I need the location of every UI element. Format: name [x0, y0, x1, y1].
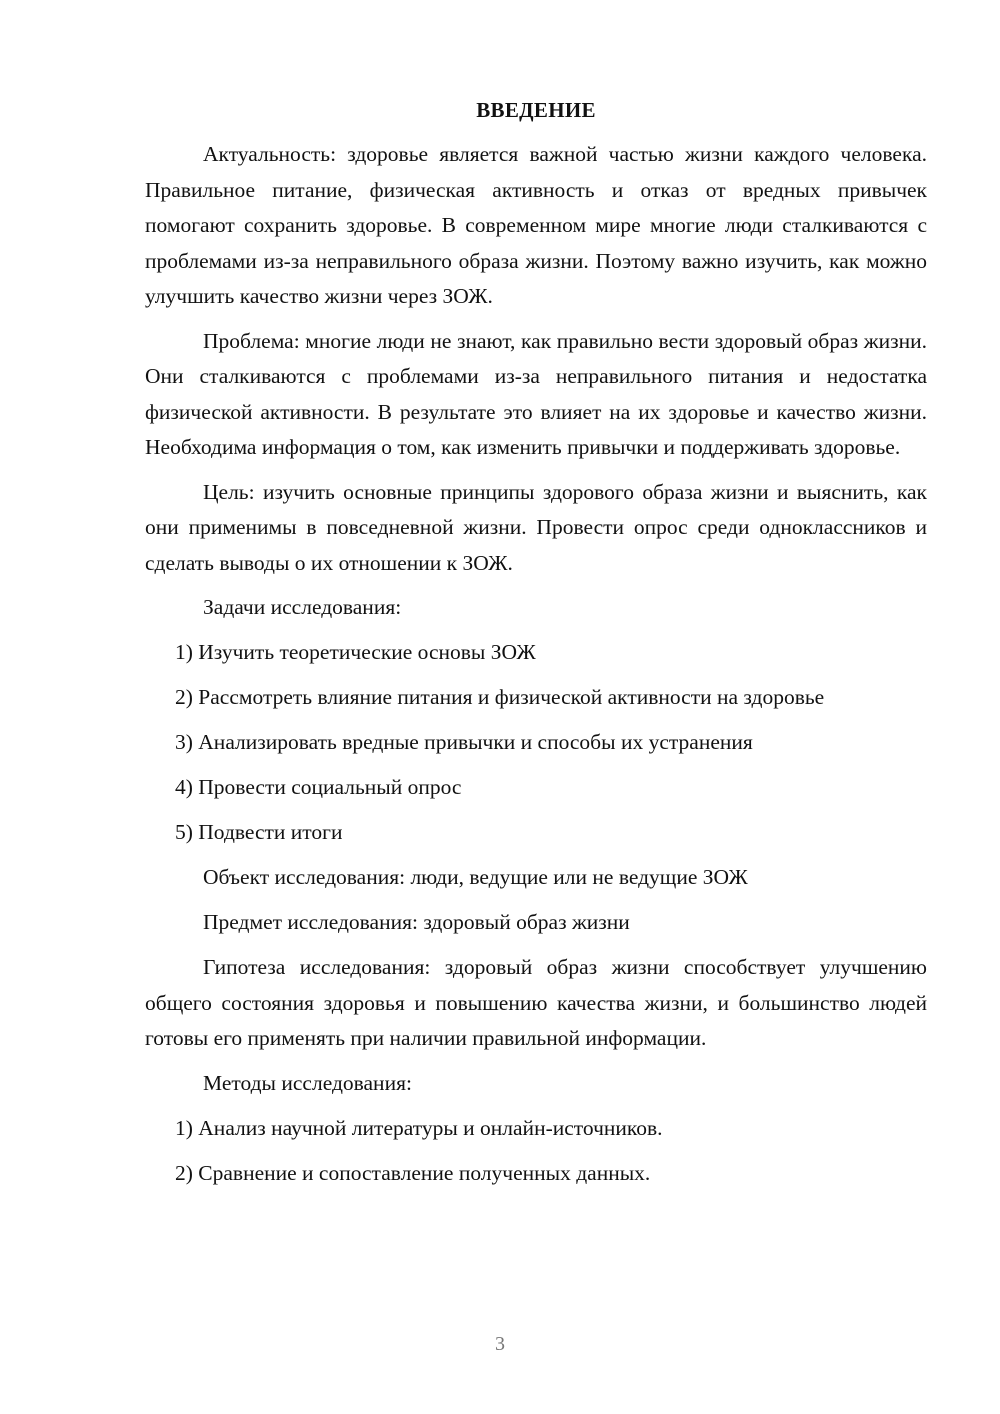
section-title: ВВЕДЕНИЕ	[476, 98, 596, 122]
problem-paragraph: Проблема: многие люди не знают, как правильно вести здоровый образ жизни. Они сталкиваются с проблемами из-за неправильного питания и недостатка физической активности. В результате это влияет на их здоровье и качество жизни. Необходима информация о том, как изменить привычки и поддерживать здоровье.	[145, 328, 927, 459]
task-item: 2) Рассмотреть влияние питания и физической активности на здоровье	[175, 685, 825, 709]
hypothesis-paragraph: Гипотеза исследования: здоровый образ жизни способствует улучшению общего состояния здоровья и повышению качества жизни, и большинство людей готовы его применять при наличии правильной информации.	[145, 955, 927, 1050]
task-item: 5) Подвести итоги	[175, 820, 343, 844]
methods-heading: Методы исследования:	[203, 1070, 412, 1095]
tasks-heading: Задачи исследования:	[203, 595, 402, 619]
method-item: 2) Сравнение и сопоставление полученных данных.	[175, 1160, 651, 1185]
relevance-paragraph: Актуальность: здоровье является важной частью жизни каждого человека. Правильное питание, физическая активность и отказ от вредных привычек помогают сохранить здоровье. В современном мире многие люди сталкиваются с проблемами из-за неправильного образа жизни. Поэтому важно изучить, как можно улучшить качество жизни через ЗОЖ.	[145, 142, 927, 308]
method-item: 1) Анализ научной литературы и онлайн-источников.	[175, 1115, 663, 1140]
document-page	[145, 95, 927, 1201]
research-object: Объект исследования: люди, ведущие или не ведущие ЗОЖ	[203, 865, 748, 889]
task-item: 4) Провести социальный опрос	[175, 775, 462, 799]
task-item: 3) Анализировать вредные привычки и способы их устранения	[175, 730, 753, 754]
task-item: 1) Изучить теоретические основы ЗОЖ	[175, 640, 536, 664]
goal-paragraph: Цель: изучить основные принципы здорового образа жизни и выяснить, как они применимы в повседневной жизни. Провести опрос среди одноклассников и сделать выводы о их отношении к ЗОЖ.	[145, 479, 927, 575]
research-subject: Предмет исследования: здоровый образ жизни	[203, 910, 630, 934]
page-number: 3	[495, 1333, 505, 1355]
